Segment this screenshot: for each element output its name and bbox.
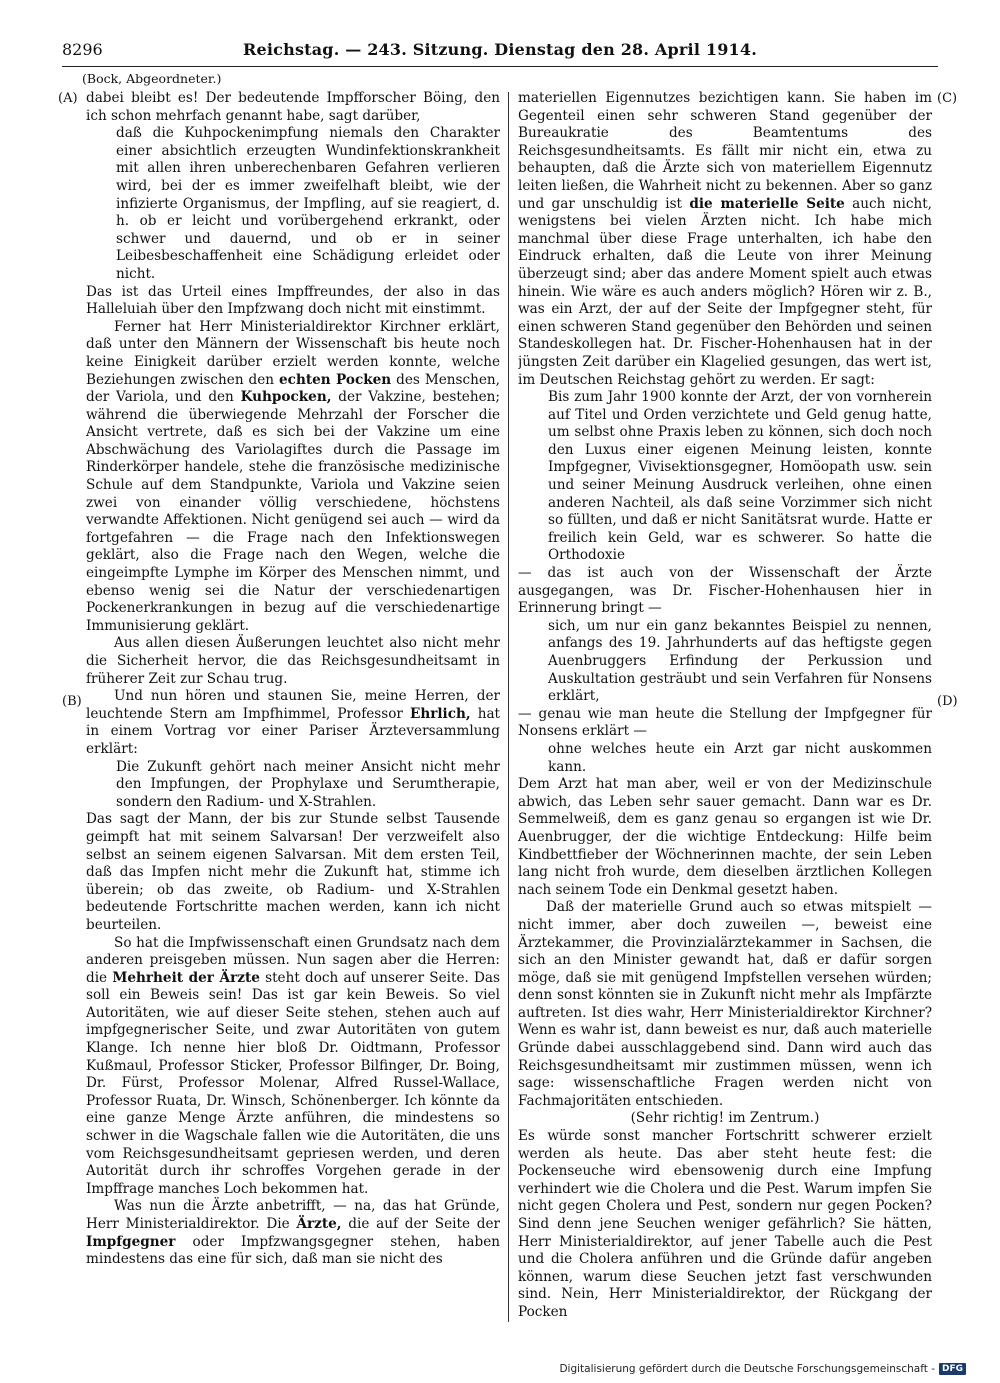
page-header xyxy=(62,40,938,64)
paragraph: Aus allen diesen Äußerungen leuchtet also nicht mehr die Sicherheit hervor, die das Reichsgesundheitsamt in früherer Zeit zur Schau trug. xyxy=(86,635,500,687)
emphasis: echten Pocken xyxy=(279,371,392,388)
interjection: (Sehr richtig! im Zentrum.) xyxy=(630,1110,820,1127)
quote: Die Zukunft gehört nach meiner Ansicht nicht mehr den Impfungen, der Prophylaxe und Serumtherapie, sondern den Radium- und X-Strahlen. xyxy=(116,758,500,810)
footer-credit xyxy=(559,1363,966,1375)
emphasis: Ehrlich, xyxy=(409,705,471,722)
header-rule xyxy=(62,66,938,67)
margin-mark-c: (C) xyxy=(937,91,958,106)
emphasis: die materielle Seite xyxy=(689,195,845,212)
quote: Bis zum Jahr 1900 konnte der Arzt, der von vornherein auf Titel und Orden verzichtete und Geld genug hatte, um selbst ohne Praxis leben zu können, sich doch noch den Luxus einer eigenen Meinung leisten, konnte Impfgegner, Vivisektionsgegner, Homöopath usw. sein und seiner Meinung Ausdruck verleihen, ohne einen anderen Nachteil, als daß seine Vorzimmer sich nicht so füllten, und daß er nicht Sanitätsrat wurde. Hatte er freilich kein Geld, war es schwerer. So hatte die Orthodoxie xyxy=(548,389,932,564)
emphasis: Kuhpocken, xyxy=(240,389,332,406)
paragraph: Was nun die Ärzte anbetrifft, — na, das hat Gründe, Herr Ministerialdirektor. Die Ärzte, die auf der Seite der Impfgegner oder Impfzwangsgegner stehen, haben mindestens das eine für sich, daß man sie nicht des xyxy=(86,1198,500,1268)
paragraph: Es würde sonst mancher Fortschritt schwerer erzielt werden als heute. Das aber steht heute fest: die Pockenseuche wird ebensowenig durch eine Impfung verhindert wie die Cholera und die Pest. Warum impfen Sie nicht gegen Cholera und Pest, sondern nur gegen Pocken? Sind denn jene Seuchen weniger gefährlich? Sie hätten, Herr Ministerialdirektor, auf jener Tabelle auch die Pest und die Cholera anführen und die Gründe dafür angeben können, warum diese Seuchen jetzt fast verschwunden sind. Nein, Herr Ministerialdirektor, der Rückgang der Pocken xyxy=(518,1128,932,1320)
margin-mark-b: (B) xyxy=(62,694,82,709)
paragraph: Und nun hören und staunen Sie, meine Herren, der leuchtende Stern am Impfhimmel, Professor Ehrlich, hat in einem Vortrag vor einer Pariser Ärzteversammlung erklärt: xyxy=(86,688,500,757)
quote: sich, um nur ein ganz bekanntes Beispiel zu nennen, anfangs des 19. Jahrhunderts auf das heftigste gegen Auenbruggers Erfindung der Perkussion und Auskultation gesträubt und sein Verfahren für Nonsens erklärt, xyxy=(548,617,932,705)
paragraph: dabei bleibt es! Der bedeutende Impfforscher Böing, den ich schon mehrfach genannt habe, sagt darüber, xyxy=(86,90,500,124)
left-column xyxy=(86,90,500,1330)
quote: daß die Kuhpockenimpfung niemals den Charakter einer absichtlich erzeugten Wundinfektionskrankheit mit allen ihren unberechenbaren Gefahren verlieren wird, bei der es immer zweifelhaft bleibt, wie der infizierte Organismus, der Impfling, auf sie reagiert, d. h. ob er leicht und vorübergehend erkrankt, oder schwer und dauernd, und ob er in seiner Leibesbeschaffenheit eine Schädigung erleidet oder nicht. xyxy=(116,125,500,282)
paragraph: Dem Arzt hat man aber, weil er von der Medizinschule abwich, das Leben sehr sauer gemacht. Dann war es Dr. Semmelweiß, dem es ganz genau so ergangen ist wie Dr. Auenbrugger, der die wichtige Entdeckung: Hilfe beim Kindbettfieber der Wöchnerinnen machte, der sein Leben lang nicht froh wurde, dem dieselben ärztlichen Kollegen nach seinem Tode ein Denkmal gesetzt haben. xyxy=(518,776,932,898)
paragraph: Das ist das Urteil eines Impffreundes, der also in das Halleluiah über den Impfzwang doch nicht mit einstimmt. xyxy=(86,283,500,318)
speaker-note: (Bock, Abgeordneter.) xyxy=(82,71,222,86)
paragraph: Ferner hat Herr Ministerialdirektor Kirchner erklärt, daß unter den Männern der Wissenschaft bis heute noch keine Einigkeit darüber erzielt werden konnte, welche Beziehungen zwischen den echten Pocken des Menschen, der Variola, und den Kuhpocken, der Vakzine, bestehen; während die überwiegende Mehrzahl der Forscher die Ansicht vertrete, daß es sich bei der Vakzine um eine Abschwächung des Variolagiftes durch die Passage im Rinderkörper handele, stehe die französische medizinische Schule auf dem Standpunkte, Variola und Vakzine seien zwei von einander völlig verschiedene, höchstens verwandte Affektionen. Nicht genügend sei auch — wird da fortgefahren — die Frage nach den Infektionswegen geklärt, also die Frage nach den Wegen, welche die eingeimpfte Lymphe im Körper des Menschen nimmt, und ebenso wenig sei die Natur der verschiedenartigen Pockenerkrankungen in bezug auf die verschiedenartige Immunisierung geklärt. xyxy=(86,318,500,634)
column-divider xyxy=(508,92,509,1322)
dfg-logo: DFG xyxy=(939,1363,966,1375)
paragraph: — genau wie man heute die Stellung der Impfgegner für Nonsens erklärt — xyxy=(518,705,932,740)
paragraph: — das ist auch von der Wissenschaft der Ärzte ausgegangen, was Dr. Fischer-Hohenhausen hier in Erinnerung bringt — xyxy=(518,565,932,617)
running-title: Reichstag. — 243. Sitzung. Dienstag den 28. April 1914. xyxy=(243,40,757,59)
margin-mark-a: (A) xyxy=(58,91,78,106)
paragraph: So hat die Impfwissenschaft einen Grundsatz nach dem anderen preisgeben müssen. Nun sagen aber die Herren: die Mehrheit der Ärzte steht doch auf unserer Seite. Das soll ein Beweis sein! Das ist gar kein Beweis. So viel Autoritäten, wie auf dieser Seite stehen, stehen auch auf impfgegnerischer Seite, und zwar Autoritäten von gutem Klange. Ich nenne hier bloß Dr. Oidtmann, Professor Kußmaul, Professor Sticker, Professor Bilfinger, Dr. Boing, Dr. Fürst, Professor Molenar, Alfred Russel-Wallace, Professor Ruata, Dr. Winsch, Schönenberger. Ich könnte da eine ganze Menge Ärzte anführen, die mindestens so schwer in die Wagschale fallen wie die Autoritäten, die uns vom Reichsgesundheitsamt gepriesen werden, und deren Autorität durch ihr schroffes Vorgehen gerade in der Impffrage manches Loch bekommen hat. xyxy=(86,934,500,1197)
emphasis: Impfgegner xyxy=(86,1233,176,1250)
paragraph: Daß der materielle Grund auch so etwas mitspielt — nicht immer, aber doch zuweilen —, beweist eine Ärztekammer, die Provinzialärztekammer in Sachsen, die sich an den Minister gewandt hat, daß er dafür sorgen möge, daß sie mit genügend Impfstellen versehen würden; denn sonst könnten sie in Zukunft nicht mehr als Impfärzte auftreten. Ist dies wahr, Herr Ministerialdirektor Kirchner? Wenn es wahr ist, dann beweist es nur, daß auch materielle Gründe dabei ausschlaggebend sind. Dann wird auch das Reichsgesundheitsamt mir zustimmen müssen, wenn ich sage: wissenschaftliche Fragen werden nicht von Fachmajoritäten entschieden. xyxy=(518,899,932,1109)
paragraph: materiellen Eigennutzes bezichtigen kann. Sie haben im Gegenteil einen sehr schweren Stand gegenüber der Bureaukratie des Beamtentums des Reichsgesundheitsamts. Es fällt mir nicht ein, etwa zu behaupten, daß die Ärzte sich von materiellem Eigennutz leiten ließen, die Wahrheit nicht zu bekennen. Aber so ganz und gar unschuldig ist die materielle Seite auch nicht, wenigstens bei vielen Ärzten nicht. Ich habe mich manchmal über diese Frage unterhalten, ich habe den Eindruck erhalten, daß die Leute von ihrer Meinung überzeugt sind; aber das andere Moment spielt auch etwas hinein. Wie wäre es auch anders möglich? Hören wir z. B., was ein Arzt, der auf der Seite der Impfgegner steht, für einen schweren Stand gegenüber den Behörden und seinen Standeskollegen hat. Dr. Fischer-Hohenhausen hat in der jüngsten Zeit darüber ein Klagelied gesungen, das wert ist, im Deutschen Reichstag gehört zu werden. Er sagt: xyxy=(518,90,932,388)
footer-text: Digitalisierung gefördert durch die Deutsche Forschungsgemeinschaft - xyxy=(559,1363,935,1375)
paragraph: Das sagt der Mann, der bis zur Stunde selbst Tausende geimpft hat mit seinem Salvarsan! Der verzweifelt also selbst an seinem eigenen Salvarsan. Mit dem ersten Teil, daß das Impfen nicht mehr die Zukunft hat, stimme ich überein; ob das zweite, ob Radium- und X-Strahlen bedeutende Fortschritte machen werden, kann ich nicht beurteilen. xyxy=(86,811,500,933)
right-column xyxy=(518,90,932,1330)
emphasis: Ärzte, xyxy=(296,1216,342,1232)
quote: ohne welches heute ein Arzt gar nicht auskommen kann. xyxy=(548,740,932,775)
emphasis: Mehrheit der Ärzte xyxy=(112,969,260,986)
margin-mark-d: (D) xyxy=(937,694,958,709)
page-number: 8296 xyxy=(62,40,103,59)
